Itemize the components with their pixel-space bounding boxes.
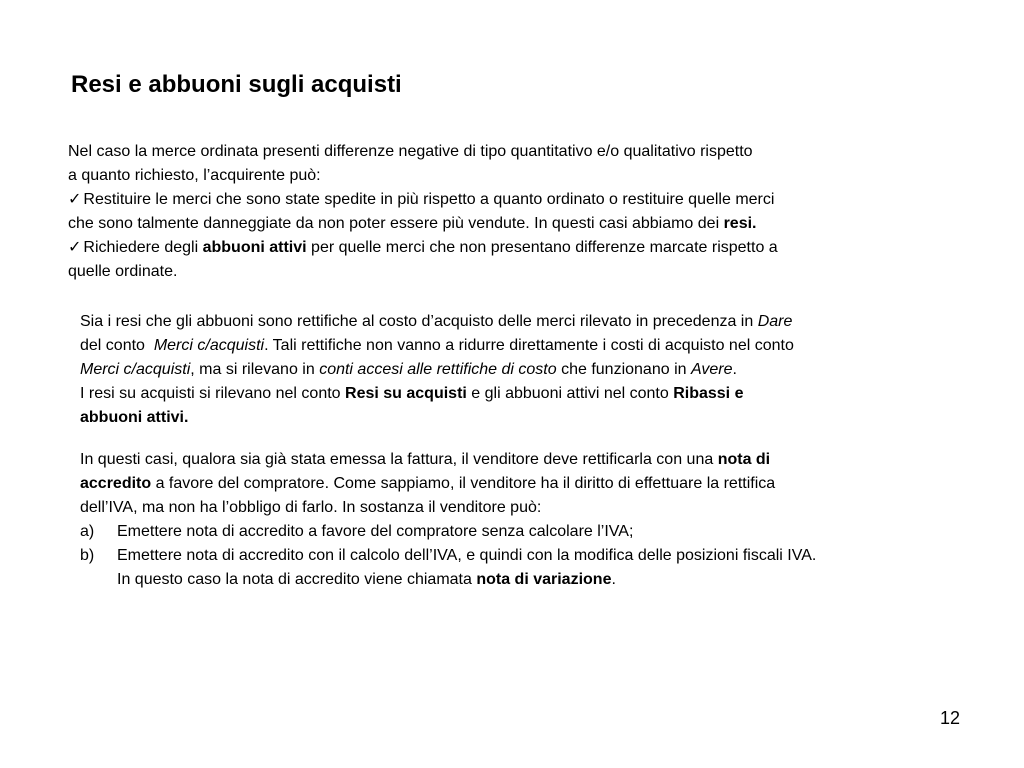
intro-paragraph <box>68 140 958 284</box>
rettifiche-text: del conto <box>80 337 154 354</box>
term-resi-su-acquisti: Resi su acquisti <box>345 385 467 402</box>
term-abbuoni-attivi: abbuoni attivi <box>202 239 307 256</box>
fattura-line-2 <box>80 472 995 496</box>
term-merci-c-acquisti: Merci c/acquisti <box>80 361 191 378</box>
term-dare: Dare <box>757 313 793 330</box>
rettifiche-text: I resi su acquisti si rilevano nel conto <box>80 385 346 402</box>
rettifiche-text: . <box>732 361 737 378</box>
bullet-abbuoni-text-a: Richiedere degli <box>83 239 203 256</box>
rettifiche-text: , ma si rilevano in <box>190 361 320 378</box>
rettifiche-line-3 <box>80 358 980 382</box>
bullet-resi <box>68 188 958 212</box>
bullet-abbuoni <box>68 236 958 260</box>
term-merci-c-acquisti: Merci c/acquisti <box>153 337 265 354</box>
list-item-b-text-2: In questo caso la nota di accredito viene chiamata <box>117 571 477 588</box>
bullet-resi-text-2: che sono talmente danneggiate da non poter essere più vendute. In questi casi abbiamo dei <box>68 215 724 232</box>
term-avere: Avere <box>690 361 733 378</box>
bullet-abbuoni-text-b: per quelle merci che non presentano differenze marcate rispetto a <box>306 239 778 256</box>
term-ribassi-e: Ribassi e <box>673 385 744 402</box>
page-number: 12 <box>940 708 961 728</box>
rettifiche-line-4 <box>80 382 980 406</box>
term-conti-rettifiche: conti accesi alle rettifiche di costo <box>319 361 557 378</box>
checkmark-icon: ✓ <box>68 239 82 256</box>
list-item-a-text: Emettere nota di accredito a favore del compratore senza calcolare l’IVA; <box>117 523 634 540</box>
rettifiche-line-1 <box>80 310 980 334</box>
bullet-abbuoni-continuation: quelle ordinate. <box>68 263 178 280</box>
list-item-b <box>80 544 995 568</box>
fattura-text: In questi casi, qualora sia già stata emessa la fattura, il venditore deve rettificarla con una <box>80 451 718 468</box>
intro-line-2: a quanto richiesto, l’acquirente può: <box>68 167 321 184</box>
fattura-line-1 <box>80 448 995 472</box>
rettifiche-paragraph <box>80 310 980 430</box>
slide-title: Resi e abbuoni sugli acquisti <box>71 71 402 98</box>
list-item-b-continuation <box>80 568 995 592</box>
list-marker-a: a) <box>80 523 95 540</box>
list-item-b-text: Emettere nota di accredito con il calcolo dell’IVA, e quindi con la modifica delle posizioni fiscali IVA. <box>117 547 817 564</box>
term-accredito: accredito <box>80 475 152 492</box>
rettifiche-text: Sia i resi che gli abbuoni sono rettifiche al costo d’acquisto delle merci rilevato in precedenza in <box>80 313 758 330</box>
rettifiche-text: che funzionano in <box>556 361 691 378</box>
rettifiche-line-2 <box>80 334 980 358</box>
term-abbuoni-attivi-conto: abbuoni attivi. <box>80 409 189 426</box>
intro-line-1: Nel caso la merce ordinata presenti differenze negative di tipo quantitativo e/o qualitativo rispetto <box>68 143 753 160</box>
checkmark-icon: ✓ <box>68 191 82 208</box>
list-marker-b: b) <box>80 547 95 564</box>
fattura-text: a favore del compratore. Come sappiamo, il venditore ha il diritto di effettuare la rettifica <box>151 475 776 492</box>
rettifiche-line-5 <box>80 406 980 430</box>
term-nota-di-variazione: nota di variazione <box>476 571 612 588</box>
rettifiche-text: . Tali rettifiche non vanno a ridurre direttamente i costi di acquisto nel conto <box>264 337 794 354</box>
bullet-resi-text: Restituire le merci che sono state spedite in più rispetto a quanto ordinato o restituire quelle merci <box>83 191 775 208</box>
fattura-line-3: dell’IVA, ma non ha l’obbligo di farlo. In sostanza il venditore può: <box>80 499 542 516</box>
list-item-b-text-3: . <box>611 571 616 588</box>
fattura-paragraph <box>80 448 995 592</box>
bullet-resi-continuation <box>68 212 958 236</box>
list-item-a <box>80 520 995 544</box>
rettifiche-text: e gli abbuoni attivi nel conto <box>466 385 674 402</box>
term-nota-di: nota di <box>717 451 771 468</box>
term-resi: resi. <box>723 215 757 232</box>
